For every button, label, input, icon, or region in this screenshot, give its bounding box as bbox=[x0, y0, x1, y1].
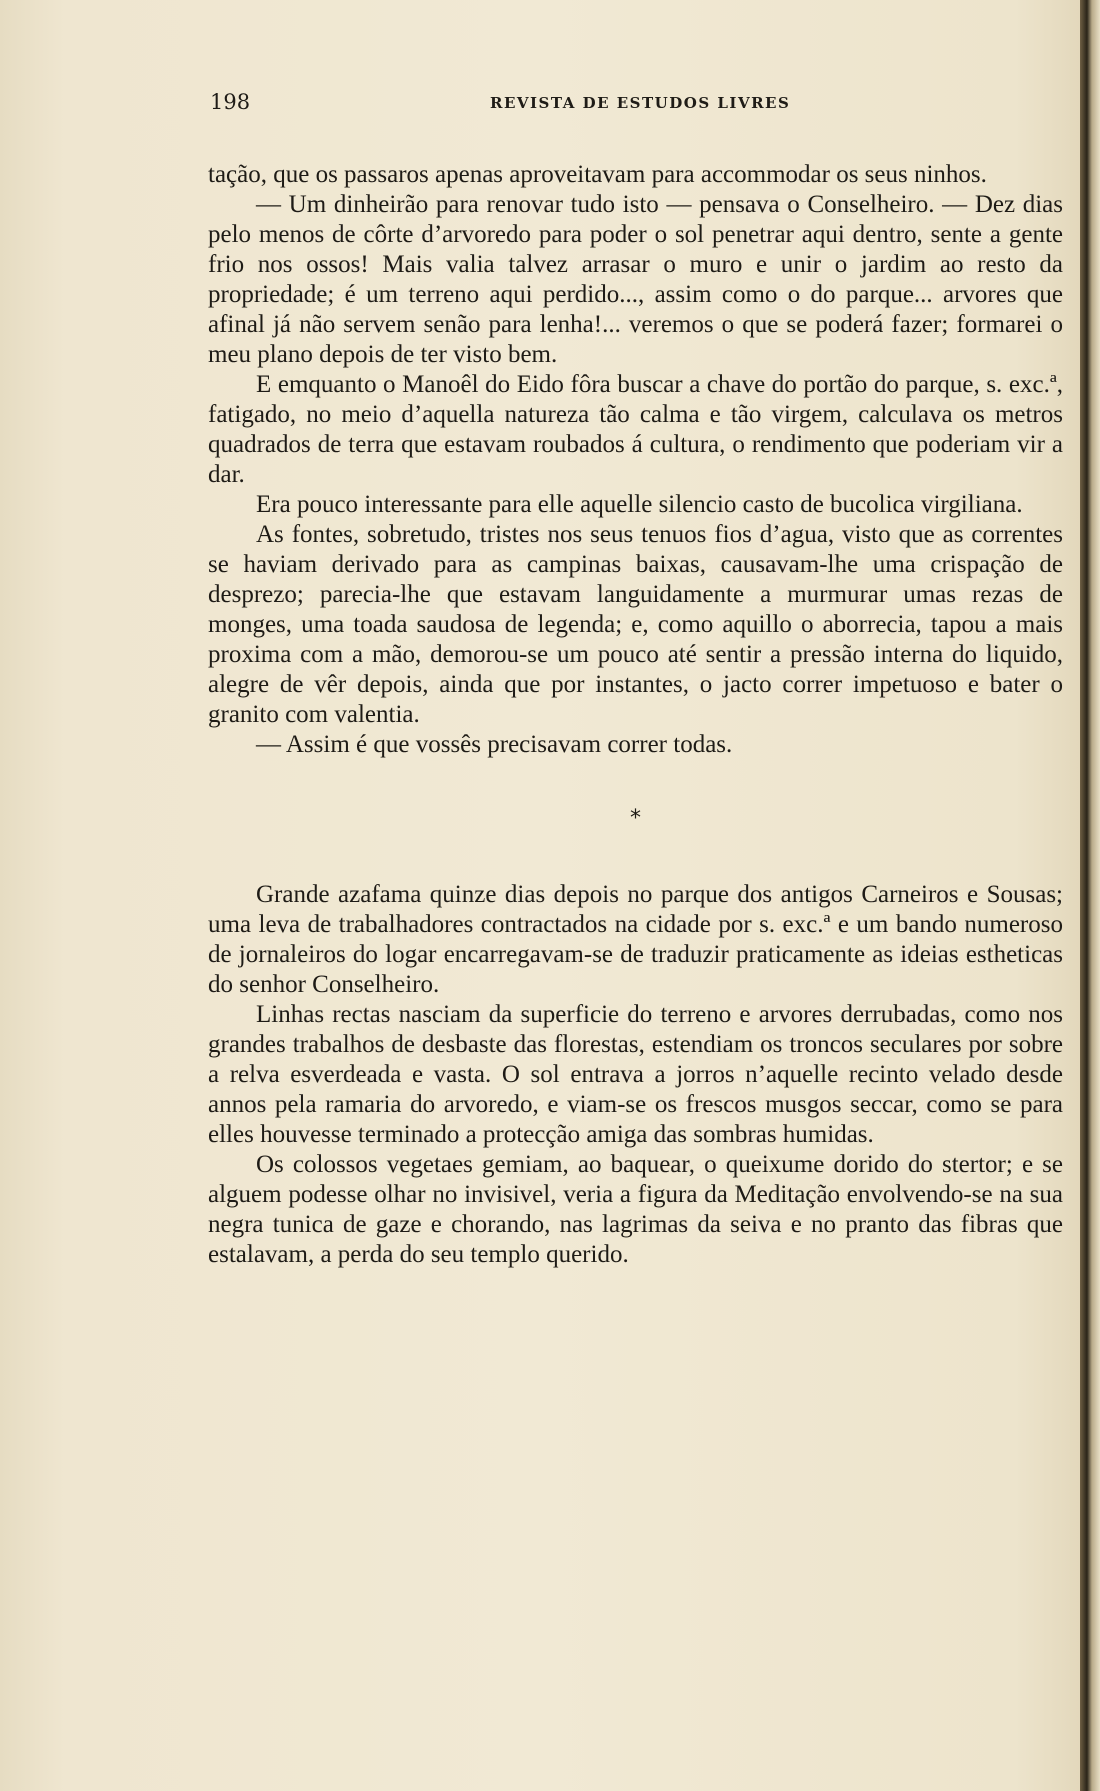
paragraph: Os colossos vegetaes gemiam, ao baquear, o queixume dorido do stertor; e se alguem podesse olhar no invisivel, veria a figura da Meditação envolvendo-se na sua negra tunica de gaze e chorando, nas lagrimas da seiva e no pranto das fibras que estalavam, a perda do seu templo querido. bbox=[208, 1151, 1063, 1268]
paragraph: tação, que os passaros apenas aproveitavam para accommodar os seus ninhos. bbox=[208, 161, 987, 188]
page-header bbox=[210, 90, 1070, 120]
paragraph: Era pouco interessante para elle aquelle silencio casto de bucolica virgiliana. bbox=[256, 491, 1023, 518]
paragraph: E emquanto o Manoêl do Eido fôra buscar a chave do portão do parque, s. exc.ª, fatigado, no meio d’aquella natureza tão calma e tão virgem, calculava os metros quadrados de terra que estavam roubados á cultura, o rendimento que poderiam vir a dar. bbox=[208, 371, 1063, 488]
running-title: REVISTA DE ESTUDOS LIVRES bbox=[490, 94, 791, 112]
paragraph: — Assim é que vossês precisavam correr todas. bbox=[256, 731, 733, 758]
paragraph: Linhas rectas nasciam da superficie do terreno e arvores derrubadas, como nos grandes trabalhos de desbaste das florestas, estendiam os troncos seculares por sobre a relva esverdeada e vasta. O sol entrava a jorros n’aquelle recinto velado desde annos pela ramaria do arvoredo, e viam-se os frescos musgos seccar, como se para elles houvesse terminado a protecção amiga das sombras humidas. bbox=[208, 1001, 1063, 1148]
paragraph: — Um dinheirão para renovar tudo isto — pensava o Conselheiro. — Dez dias pelo menos de côrte d’arvoredo para poder o sol penetrar aqui dentro, sente a gente frio nos ossos! Mais valia talvez arrasar o muro e unir o jardim ao resto da propriedade; é um terreno aqui perdido..., assim como o do parque... arvores que afinal já não servem senão para lenha!... veremos o que se poderá fazer; formarei o meu plano depois de ter visto bem. bbox=[208, 191, 1063, 368]
paragraph: As fontes, sobretudo, tristes nos seus tenuos fios d’agua, visto que as correntes se haviam derivado para as campinas baixas, causavam-lhe uma crispação de desprezo; parecia-lhe que estavam languidamente a murmurar umas rezas de monges, uma toada saudosa de legenda; e, como aquillo o aborrecia, tapou a mais proxima com a mão, demorou-se um pouco até sentir a pressão interna do liquido, alegre de vêr depois, ainda que por instantes, o jacto correr impetuoso e bater o granito com valentia. bbox=[208, 521, 1063, 728]
page-number: 198 bbox=[210, 90, 251, 114]
paragraph: Grande azafama quinze dias depois no parque dos antigos Carneiros e Sousas; uma leva de trabalhadores contractados na cidade por s. exc.ª e um bando numeroso de jornaleiros do logar encarregavam-se de traduzir praticamente as ideias estheticas do senhor Conselheiro. bbox=[208, 881, 1063, 998]
section-separator: * bbox=[630, 806, 641, 831]
page-edge-shadow bbox=[1080, 0, 1100, 1791]
body-text bbox=[208, 160, 1063, 1270]
